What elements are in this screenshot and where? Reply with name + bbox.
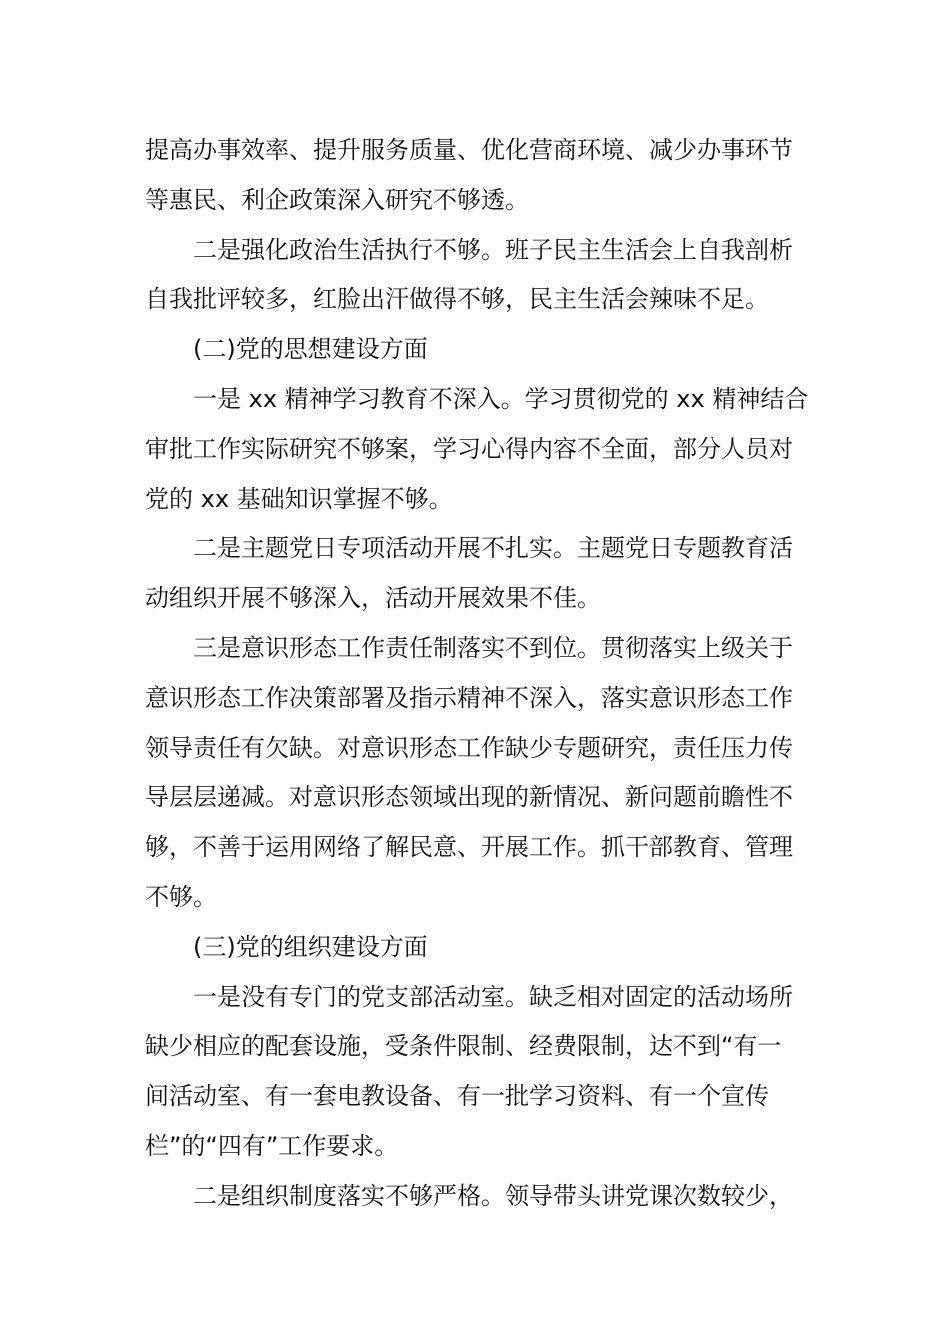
- text-line: 一是没有专门的党支部活动室。缺乏相对固定的活动场所: [193, 982, 793, 1011]
- text-line: 自我批评较多，红脸出汗做得不够，民主生活会辣味不足。: [145, 285, 769, 314]
- text-line: 缺少相应的配套设施，受条件限制、经费限制，达不到“有一: [145, 1032, 782, 1061]
- text-line: 领导责任有欠缺。对意识形态工作缺少专题研究，责任压力传: [145, 733, 793, 762]
- text-line: (三)党的组织建设方面: [193, 932, 428, 961]
- text-line: 二是组织制度落实不够严格。领导带头讲党课次数较少，: [193, 1181, 793, 1210]
- text-line: 间活动室、有一套电教设备、有一批学习资料、有一个宣传: [145, 1082, 769, 1111]
- text-line: 二是主题党日专项活动开展不扎实。主题党日专题教育活: [193, 534, 793, 563]
- text-line: 一是 xx 精神学习教育不深入。学习贯彻党的 xx 精神结合: [193, 384, 809, 413]
- text-line: 够，不善于运用网络了解民意、开展工作。抓干部教育、管理: [145, 833, 793, 862]
- text-line: 党的 xx 基础知识掌握不够。: [145, 484, 453, 513]
- text-line: (二)党的思想建设方面: [193, 335, 428, 364]
- text-line: 三是意识形态工作责任制落实不到位。贯彻落实上级关于: [193, 633, 793, 662]
- text-line: 栏”的“四有”工作要求。: [145, 1131, 399, 1160]
- text-line: 不够。: [145, 882, 217, 911]
- text-line: 等惠民、利企政策深入研究不够透。: [145, 185, 529, 214]
- text-line: 导层层递减。对意识形态领域出现的新情况、新问题前瞻性不: [145, 783, 793, 812]
- text-line: 意识形态工作决策部署及指示精神不深入，落实意识形态工作: [145, 683, 793, 712]
- document-body: [145, 126, 809, 1222]
- text-line: 动组织开展不够深入，活动开展效果不佳。: [145, 584, 601, 613]
- text-line: 二是强化政治生活执行不够。班子民主生活会上自我剖析: [193, 235, 793, 264]
- text-line: 审批工作实际研究不够案，学习心得内容不全面，部分人员对: [145, 434, 793, 463]
- text-line: 提高办事效率、提升服务质量、优化营商环境、减少办事环节: [145, 136, 793, 164]
